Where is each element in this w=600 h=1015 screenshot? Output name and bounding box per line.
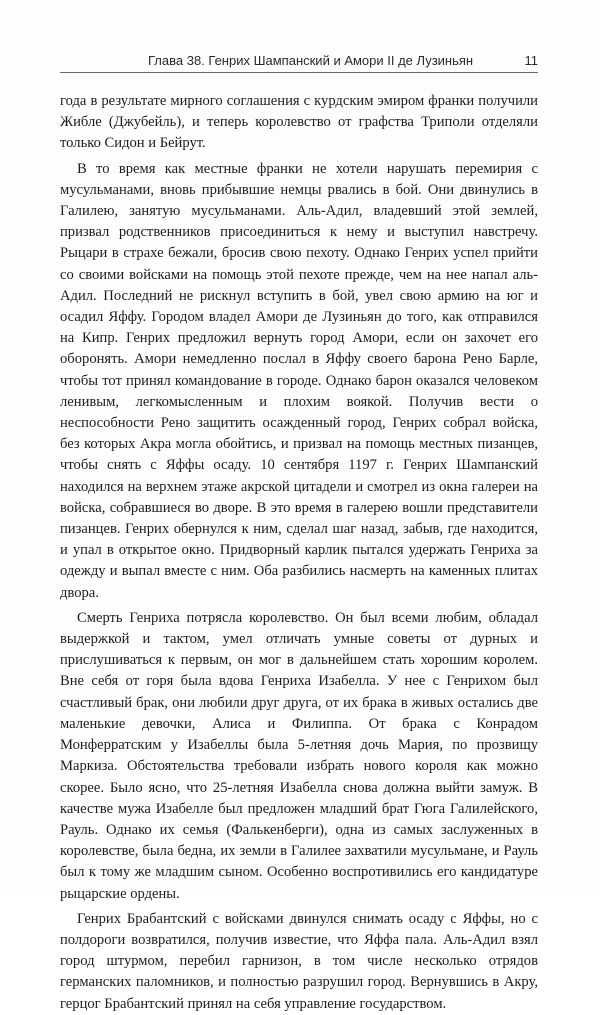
header-rule <box>60 72 538 73</box>
chapter-title: Глава 38. Генрих Шампанский и Амори II де Лузиньян <box>148 53 474 68</box>
paragraph: Смерть Генриха потрясла королевство. Он был всеми любим, обладал выдержкой и тактом, умел отличать умные советы от дурных и прислушиваться к первым, он мог в дальнейшем стать хорошим королем. Вне себя от горя была вдова Генриха Изабелла. У нее с Генрихом был счастливый брак, они любили друг друга, от их брака в живых остались две маленькие девочки, Алиса и Филиппа. От брака с Конрадом Монферратским у Изабеллы была 5-летняя дочь Мария, по прозвищу Маркиза. Обстоятельства требовали избрать нового короля как можно скорее. Было ясно, что 25-летняя Изабелла снова должна выйти замуж. В качестве мужа Изабелле был предложен младший брат Гюга Галилейского, Рауль. Однако их семья (Фалькенберги), одна из самых заслуженных в королевстве, была бедна, их земли в Галилее захватили мусульмане, и Рауль был к тому же младшим сыном. Особенно воспротивились его кандидатуре рыцарские ордены. <box>60 609 538 902</box>
body-text <box>60 91 538 1015</box>
paragraph: Генрих Брабантский с войсками двинулся снимать осаду с Яффы, но с полдороги возвратился, получив известие, что Яффа пала. Аль-Адил взял город штурмом, перебил гарнизон, в том числе несколько отрядов германских паломников, и полностью разрушил город. Вернувшись в Акру, герцог Брабантский принял на себя управление государством. <box>60 910 538 1012</box>
page-number: 11 <box>524 53 538 68</box>
paragraph: В то время как местные франки не хотели нарушать перемирия с мусульманами, вновь прибывшие немцы рвались в бой. Они двинулись в Галилею, занятую мусульманами. Аль-Адил, владевший этой землей, призвал родственников присоединиться к нему и выступил навстречу. Рыцари в страхе бежали, бросив свою пехоту. Однако Генрих успел прийти со своими войсками на помощь этой пехоте прежде, чем на нее напал аль-Адил. Последний не рискнул вступить в бой, увел свою армию на юг и осадил Яффу. Городом владел Амори де Лузиньян до того, как отправился на Кипр. Генрих предложил вернуть город Амори, если он захочет его оборонять. Амори немедленно послал в Яффу своего барона Рено Барле, чтобы тот принял командование в городе. Однако барон оказался человеком ленивым, легкомысленным и плохим воякой. Получив вести о неспособности Рено защитить осажденный город, Генрих собрал войска, без которых Акра могла обойтись, и призвал на помощь местных пизанцев, чтобы снять с Яффы осаду. 10 сентября 1197 г. Генрих Шампанский находился на верхнем этаже акрской цитадели и смотрел из окна галереи на войска, собравшиеся во дворе. В это время в галерею вошли представители пизанцев. Генрих обернулся к ним, сделал шаг назад, забыв, где находится, и упал в открытое окно. Придворный карлик пытался удержать Генриха за одежду и выпал вместе с ним. Оба разбились насмерть на каменных плитах двора. <box>60 160 538 601</box>
running-header <box>60 50 538 72</box>
paragraph: года в результате мирного соглашения с курдским эмиром франки получили Жибле (Джубейль), и теперь королевство от графства Триполи отделяли только Сидон и Бейрут. <box>60 93 538 152</box>
